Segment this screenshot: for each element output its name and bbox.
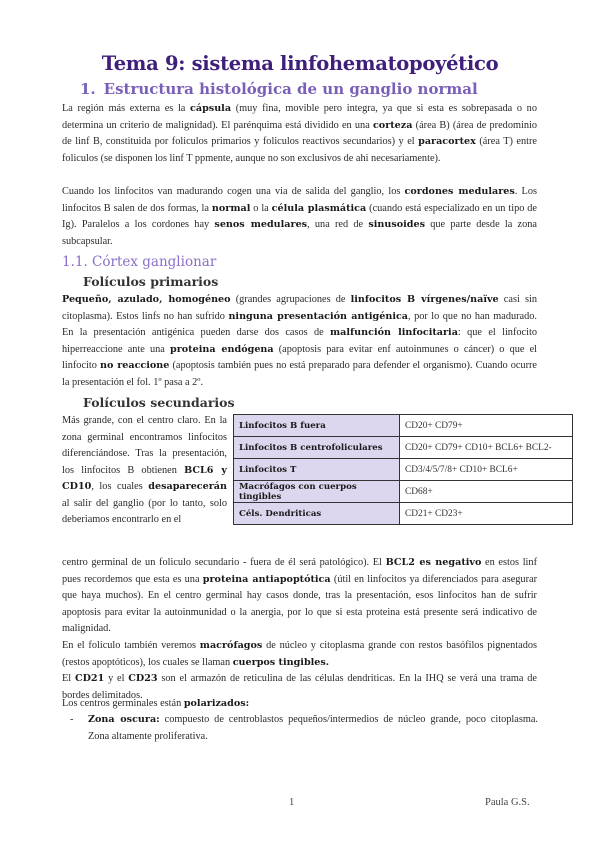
table-row (234, 503, 573, 525)
cell-markers: CD21+ CD23+ (400, 503, 573, 525)
page-number: 1 (289, 797, 295, 808)
bullet-dash: - (70, 714, 74, 725)
cell-markers: CD68+ (400, 481, 573, 503)
section-number: 1. (80, 80, 96, 98)
cell-type: Macrófagos con cuerpos tingibles (234, 481, 400, 503)
paragraph-cd21: El CD21 y el CD23 son el armazón de reticulina de las células dendriticas. En la IHQ se verá una trama de bordes delimitados. (62, 673, 538, 701)
page-title: Tema 9: sistema linfohematopoyético (101, 52, 499, 75)
table-row (234, 481, 573, 503)
table-row (234, 415, 573, 437)
table-row (234, 459, 573, 481)
section-title: Estructura histológica de un ganglio normal (103, 80, 478, 98)
section-heading-1-1: 1.1. Córtex ganglionar (62, 254, 217, 270)
paragraph-cordones: Cuando los linfocitos van madurando cogen una via de salida del ganglio, los cordones medulares. Los linfocitos B salen de dos formas, la normal o la célula plasmática (cuando está especializado en un tipo de Ig). Paralelos a los cordones hay senos medulares, una red de sinusoides que parte desde la zona subcapsular. (62, 186, 537, 247)
cell-type: Linfocitos T (234, 459, 400, 481)
list-item-zona-oscura: - Zona oscura: compuesto de centroblastos pequeños/intermedios de núcleo grande, poco citoplasma. Zona altamente proliferativa. (70, 714, 538, 742)
subheading-foliculos-primarios: Folículos primarios (83, 274, 219, 289)
cell-type: Linfocitos B fuera (234, 415, 400, 437)
footer-author: Paula G.S. (485, 797, 530, 808)
cell-type: Linfocitos B centrofoliculares (234, 437, 400, 459)
paragraph-bcl2: centro germinal de un foliculo secundario - fuera de él será patológico). El BCL2 es negativo en estos linf pues recordemos que esta es una proteina antiapoptótica (útil en linfocitos ya diferenciados para asegurar que haya muchos). En el centro germinal hay casos donde, tras la presentación, esos linfocitos han de sufrir apoptosis para evitar la autoinmunidad o la anergia, por lo que si esta proteina está presente será indicativo de malignidad. (62, 557, 537, 635)
cell-markers: CD3/4/5/7/8+ CD10+ BCL6+ (400, 459, 573, 481)
cell-markers: CD20+ CD79+ CD10+ BCL6+ BCL2- (400, 437, 573, 459)
cell-markers: CD20+ CD79+ (400, 415, 573, 437)
paragraph-polarizados: Los centros germinales están polarizados: (62, 698, 250, 709)
paragraph-capsula: La región más externa es la cápsula (muy fina, movible pero integra, ya que si esta es sobrepasada o no determina un criterio de malignidad). El parénquima está dividido en una corteza (área B) (área de predominio de linf B, constituida por foliculos primarios y foliculos reactivos secundarios) y el paracortex (área T) entre foliculos (se disponen los linf T ppmente, aunque no son exclusivos de ahi necesariamente). (62, 103, 538, 164)
paragraph-macrofagos: En el foliculo también veremos macrófagos de núcleo y citoplasma grande con restos basófilos pignentados (restos apoptóticos), los cuales se llaman cuerpos tingibles. (62, 640, 537, 668)
paragraph-primarios: Pequeño, azulado, homogéneo (grandes agrupaciones de linfocitos B vírgenes/naïve casi sin citoplasma). Estos linfs no han sufrido ninguna presentación antigénica, por lo que no han madurado. En la presentación antigénica pueden darse dos casos de malfunción linfocitaria: que el linfocito hiperreaccione ante una proteina endógena (apoptosis para evitar enf autoinmunes o cáncer) o que el linfocito no reaccione (apoptosis también pues no está preparado para defender el organismo). Cuando ocurre la presentación el fol. 1º pasa a 2º. (62, 294, 538, 388)
section-heading-1 (80, 80, 478, 98)
paragraph-secundarios-left: Más grande, con el centro claro. En la zona germinal encontramos linfocitos diferenciándose. Tras la presentación, los linfocitos B obtienen BCL6 y CD10, los cuales desaparecerán al salir del ganglio (por lo tanto, solo deberiamos encontrarlo en el (62, 415, 227, 525)
cell-type: Céls. Dendriticas (234, 503, 400, 525)
subheading-foliculos-secundarios: Folículos secundarios (83, 395, 235, 410)
table-row (234, 437, 573, 459)
markers-table (233, 414, 573, 525)
